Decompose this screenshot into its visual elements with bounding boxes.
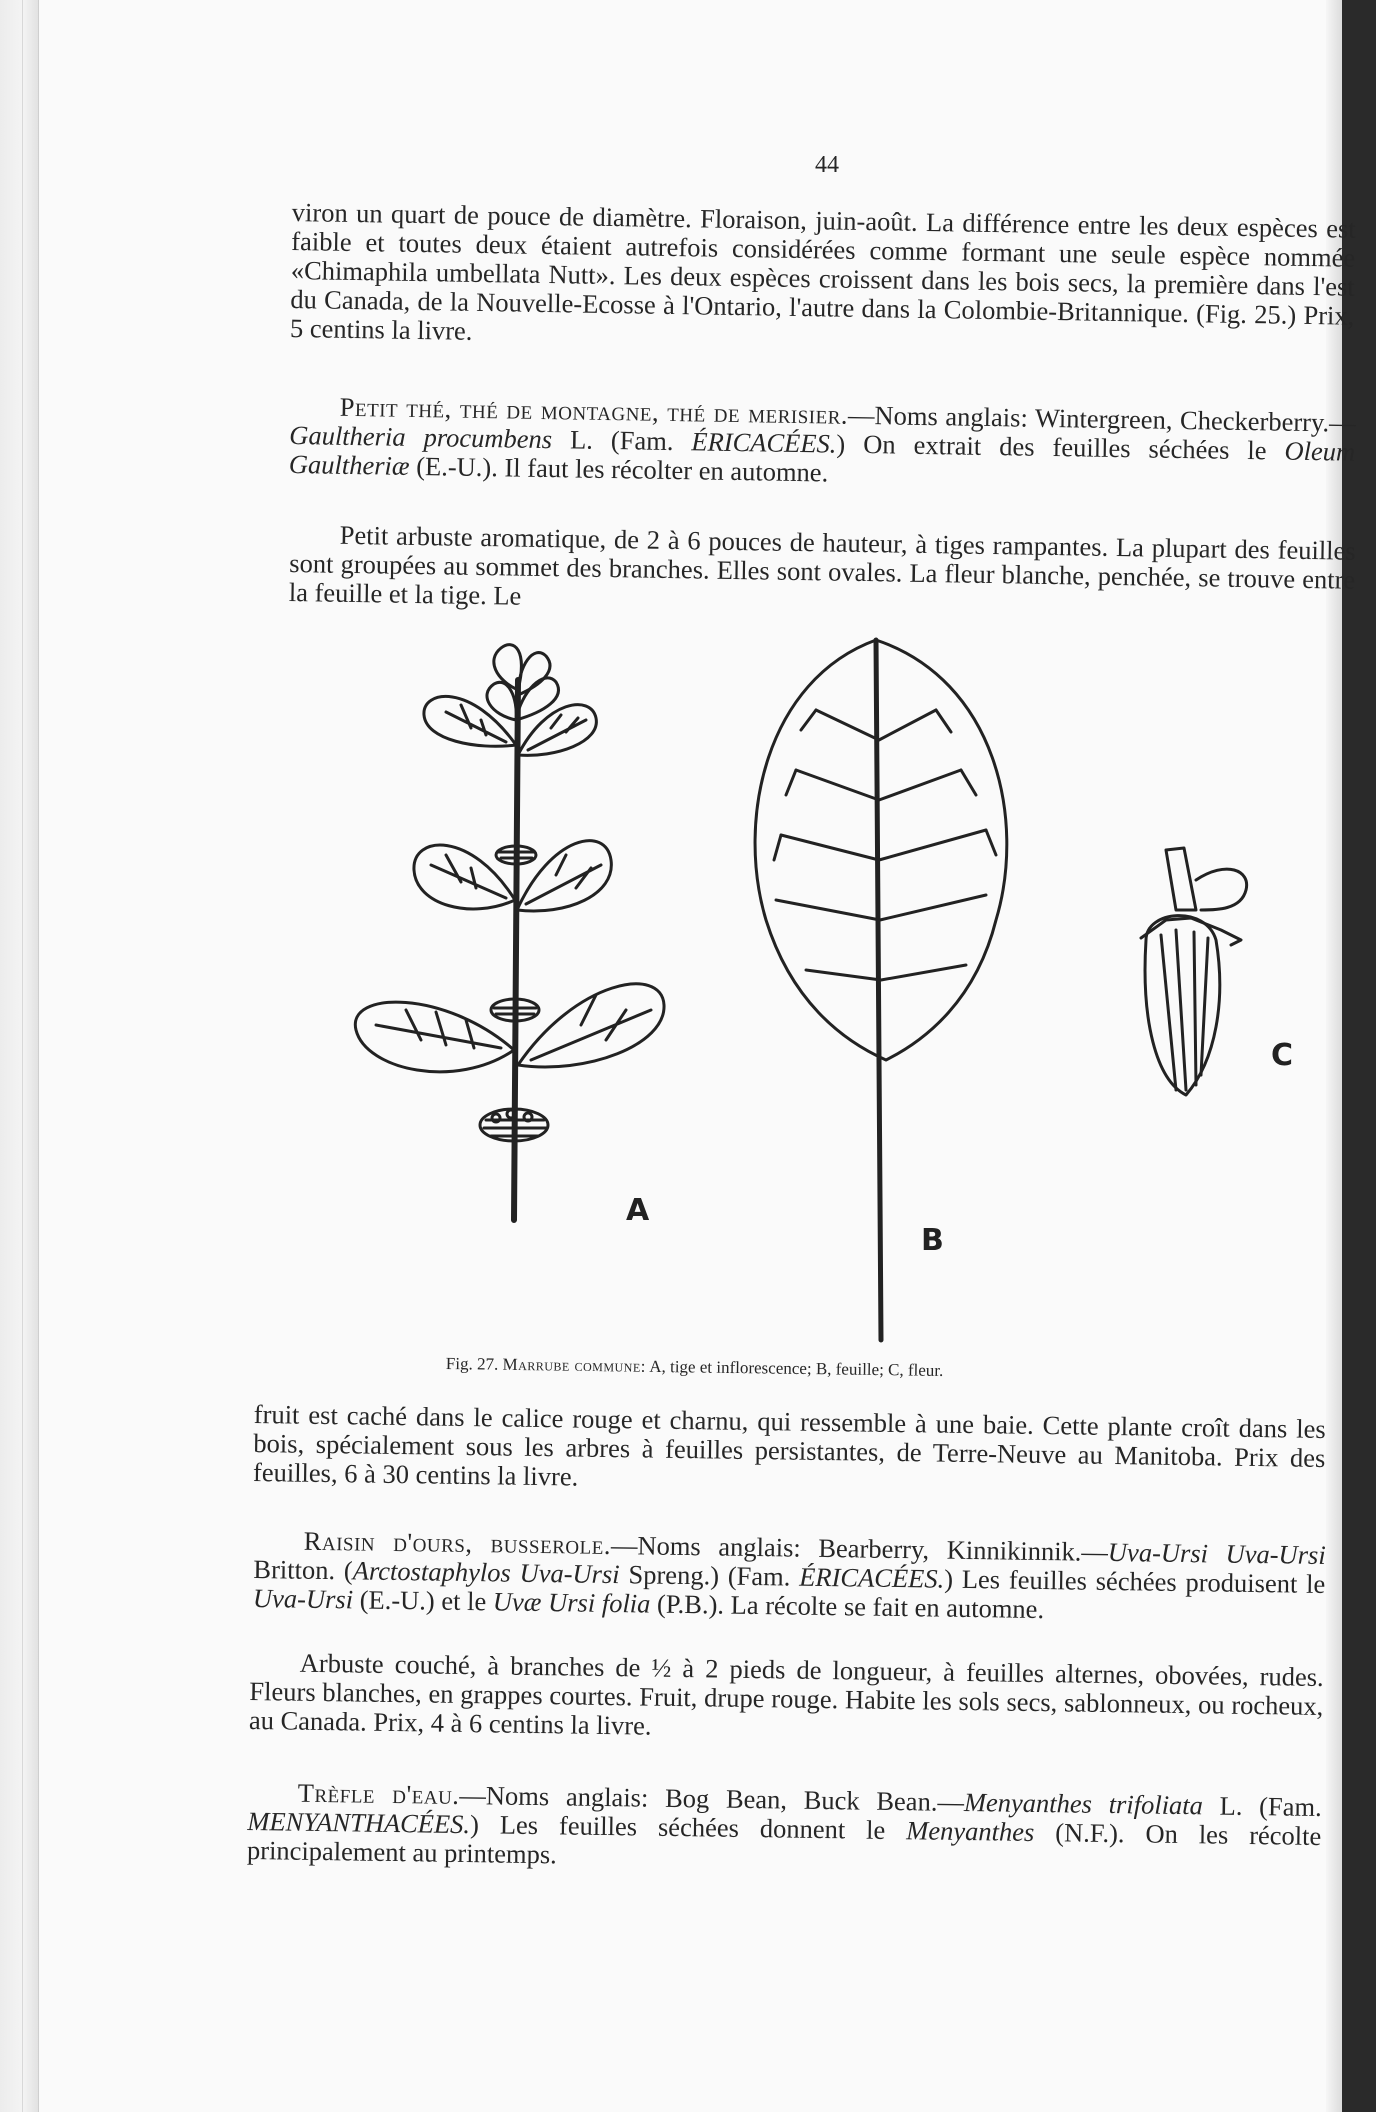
text-run: (E.-U.) et le — [352, 1584, 494, 1617]
caption-text: A, tige et inflorescence; B, feuille; C, fleur. — [645, 1356, 944, 1380]
scan-left-edge — [0, 0, 39, 2112]
paragraph-description — [289, 520, 1356, 624]
paragraph-arbuste-couche — [249, 1648, 1324, 1750]
page-number: 44 — [815, 152, 839, 178]
text-run: Arbuste couché, à branches de ½ à 2 pieds de longueur, à feuilles alternes, obovées, rudes. Fleurs blanches, en grappes courtes. Fruit, drupe rouge. Habite les sols secs, sablonneux, ou rocheux, au Canada. Prix, 4 à 6 centins la livre. — [248, 1647, 1324, 1741]
species-name: Menyanthes trifoliata — [963, 1787, 1204, 1821]
drawing-c-flower — [1141, 848, 1247, 1095]
text-run: ) Les feuilles séchées donnent le — [469, 1809, 907, 1846]
caption-name: Marrube commune: — [502, 1354, 647, 1376]
paragraph-raisin-dours — [253, 1526, 1326, 1628]
figure-27-illustration — [296, 620, 1346, 1360]
product-name: Uvæ Ursi folia — [492, 1586, 651, 1619]
text-run: Britton. ( — [253, 1553, 353, 1586]
text-run: —Noms anglais: Wintergreen, Checkerberry.— — [847, 399, 1356, 438]
text-run: L. (Fam. — [1202, 1790, 1322, 1822]
scan-left-edge-line — [22, 0, 29, 2112]
product-name: Menyanthes — [906, 1815, 1035, 1847]
drawing-a-stem — [355, 645, 664, 1220]
text-run: Petit arbuste aromatique, de 2 à 6 pouces de hauteur, à tiges rampantes. La plupart des feuilles sont groupées au sommet des branches. Elles sont ovales. La fleur blanche, penchée, se trouve entre la feuille et la tige. Le — [288, 519, 1356, 611]
text-run: (N.F.). On les récolte principalement au printemps. — [246, 1816, 1322, 1870]
paragraph-chimaphila: viron un quart de pouce de diamètre. Floraison, juin-août. La différence entre les deux espèces est faible et toutes deux étaient autrefois considérées comme formant une seule espèce nommée «Chimaphila umbellata Nutt». Les deux espèces croissent dans les bois secs, la première dans l'est du Canada, de la Nouvelle-Ecosse à l'Ontario, l'autre dans la Colombie-Britannique. (Fig. 25.) Prix, 5 centins la livre. — [289, 197, 1356, 346]
family-name: MENYANTHACÉES. — [247, 1805, 471, 1840]
text-run: ) Les feuilles séchées produisent le — [943, 1563, 1326, 1599]
entry-heading: Petit thé, thé de montagne, thé de merisier. — [339, 391, 849, 430]
text-run: L. (Fam. — [551, 424, 692, 457]
drawing-b-leaf — [755, 640, 1007, 1340]
label-b: B — [921, 1223, 944, 1258]
text-run: (P.B.). La récolte se fait en automne. — [650, 1588, 1045, 1625]
book-page — [36, 0, 1356, 2112]
entry-heading: Trèfle d'eau. — [297, 1777, 460, 1810]
product-name: Uva-Ursi — [252, 1582, 354, 1615]
text-run: Spreng.) (Fam. — [619, 1559, 800, 1592]
text-run: (E.-U.). Il faut les récolter en automne. — [409, 450, 829, 488]
family-name: ÉRICACÉES. — [691, 426, 837, 459]
entry-heading: Raisin d'ours, busserole. — [303, 1525, 612, 1560]
text-run: ) On extrait des feuilles séchées le — [836, 428, 1285, 466]
text-run: —Noms anglais: Bog Bean, Buck Bean.— — [459, 1779, 965, 1817]
paragraph-fruit: fruit est caché dans le calice rouge et charnu, qui ressemble à une baie. Cette plante croît dans les bois, spécialement sous les arbres à feuilles persistantes, de Terre-Neuve au Manitoba. Prix des feuilles, 6 à 30 centins la livre. — [252, 1399, 1326, 1492]
paragraph-trefle-deau — [247, 1778, 1322, 1880]
text-run: —Noms anglais: Bearberry, Kinnikinnik.— — [610, 1529, 1109, 1567]
product-name: Oleum Gaultheriæ — [288, 435, 1356, 481]
label-a: A — [626, 1193, 650, 1228]
caption-number: Fig. 27. — [445, 1354, 499, 1374]
species-name: Uva-Ursi Uva-Ursi — [1107, 1536, 1326, 1570]
species-name: Gaultheria procumbens — [289, 419, 553, 455]
family-name: ÉRICACÉES. — [799, 1561, 945, 1594]
botanical-drawing — [296, 620, 1346, 1360]
species-name: Arctostaphylos Uva-Ursi — [352, 1555, 620, 1590]
paragraph-petit-the — [289, 392, 1356, 496]
label-c: C — [1271, 1038, 1294, 1073]
